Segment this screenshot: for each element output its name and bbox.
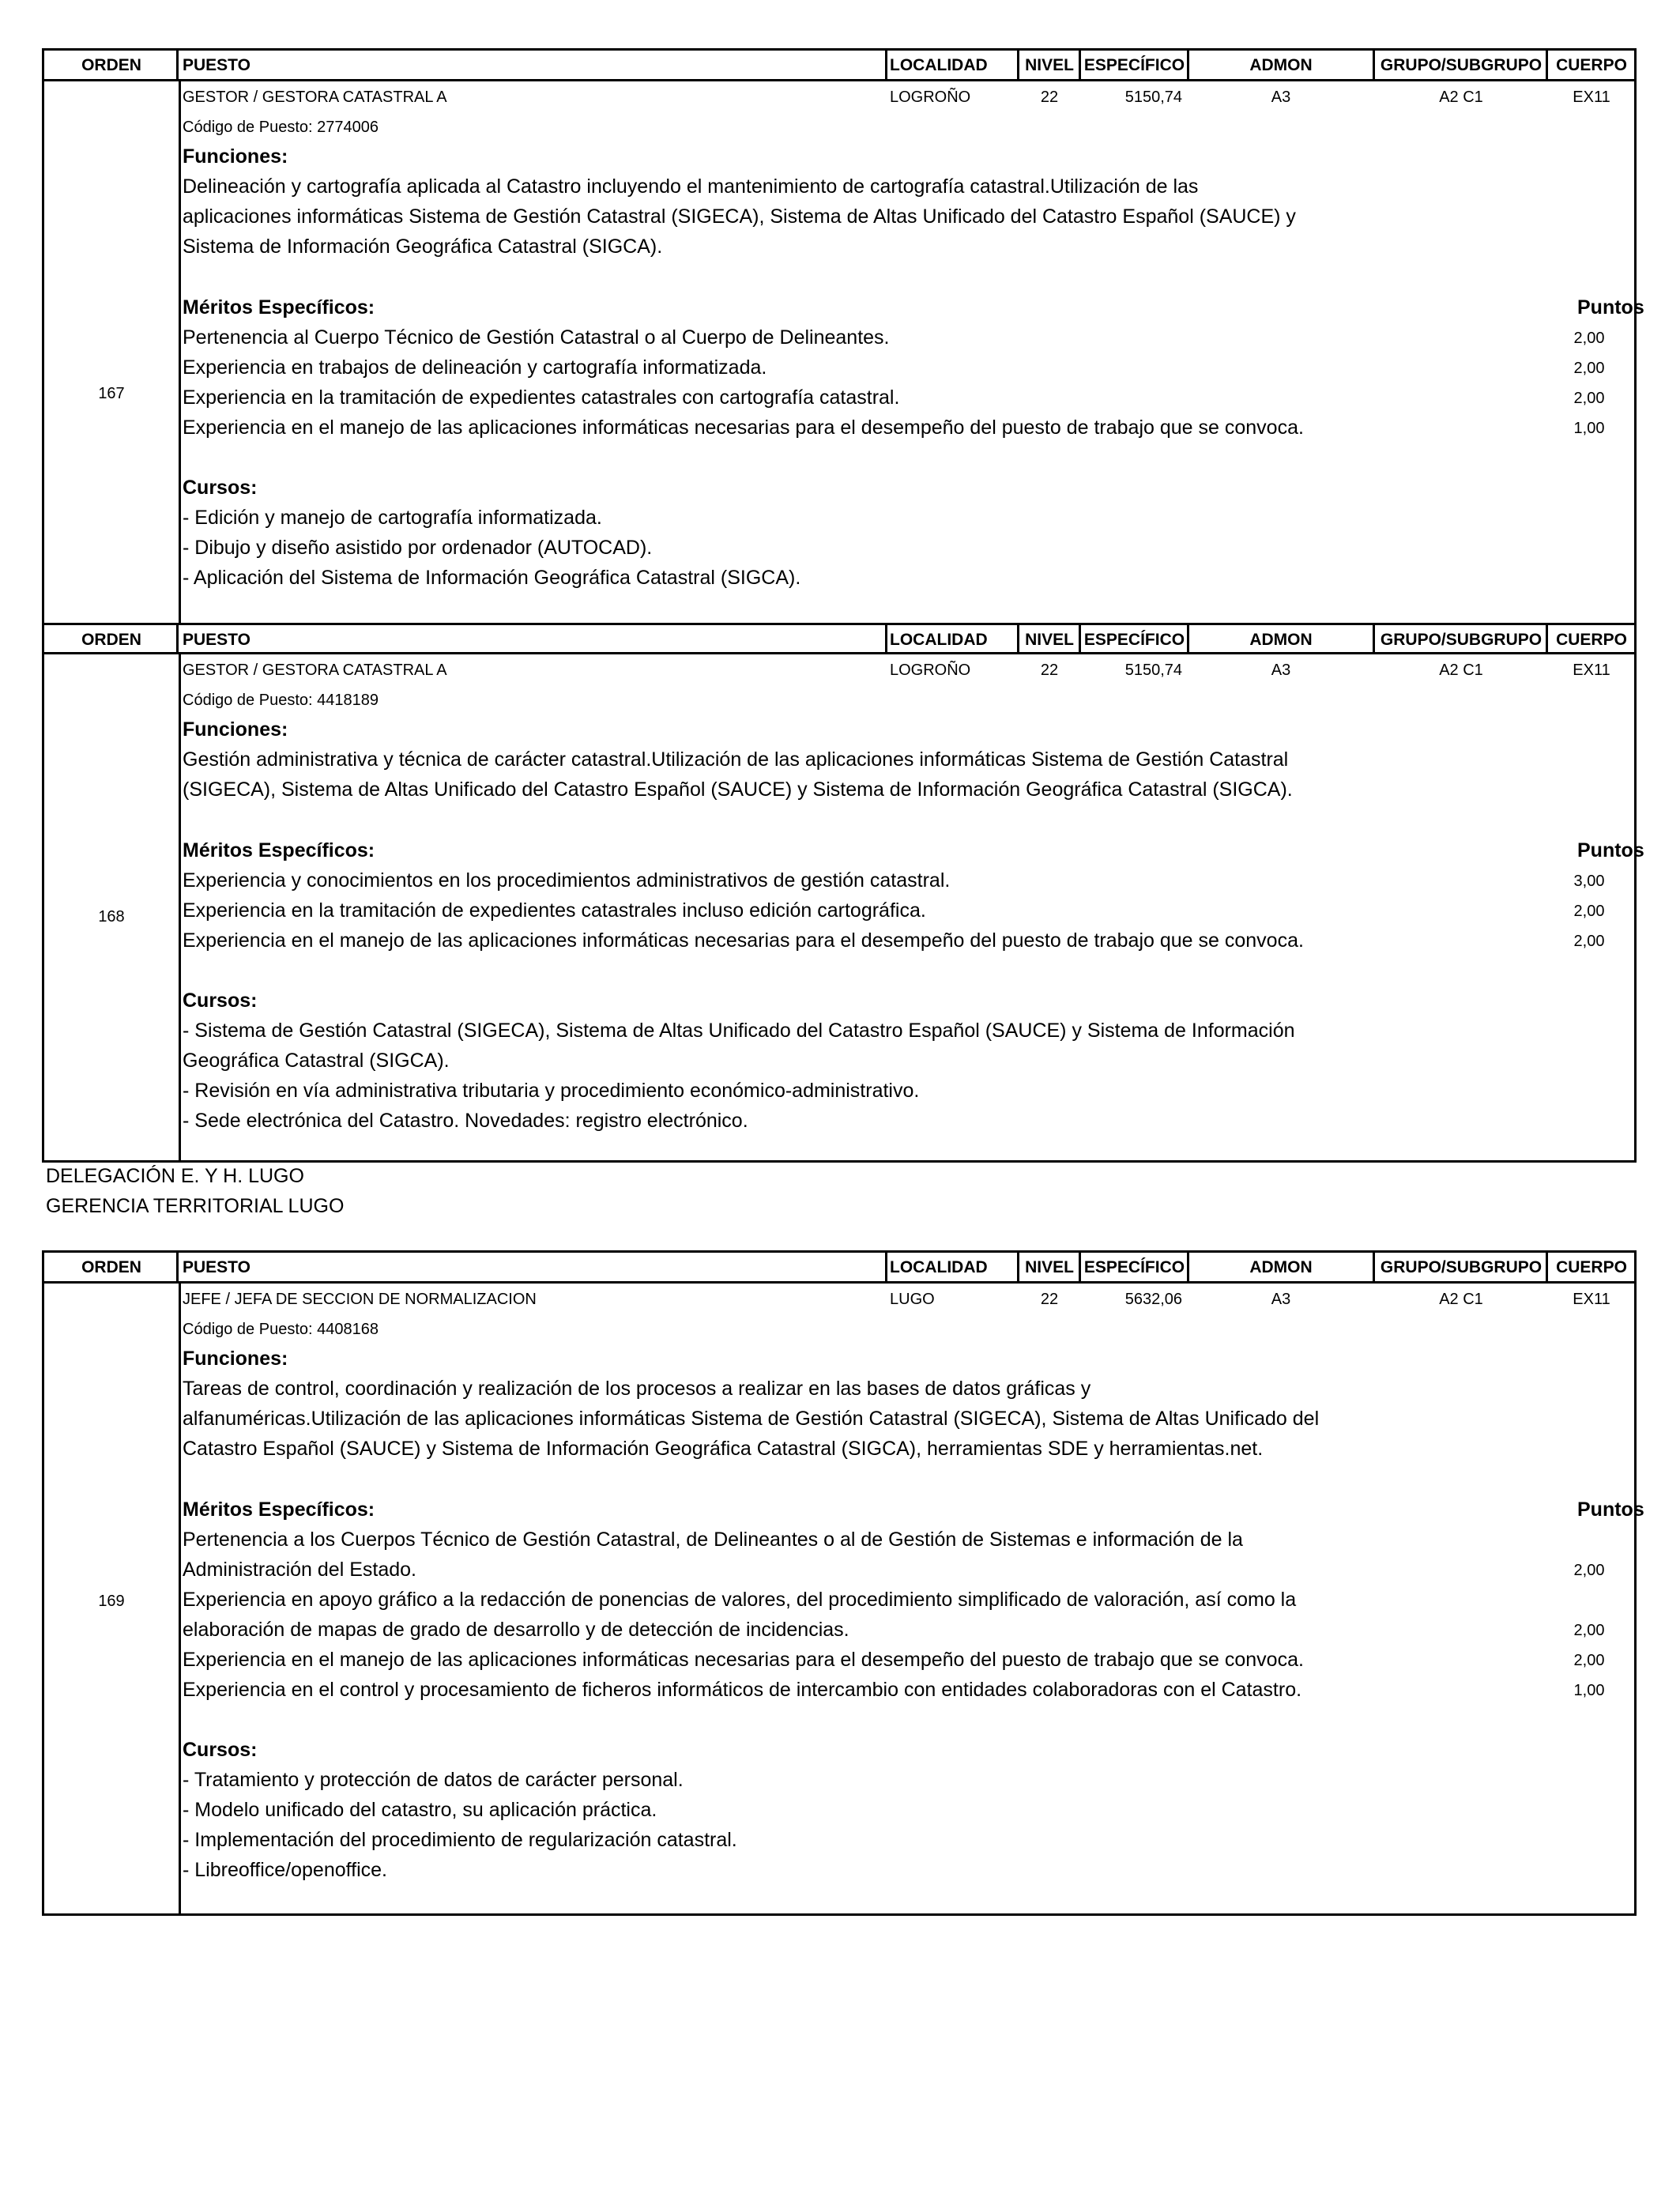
header-localidad: LOCALIDAD xyxy=(890,631,988,649)
grupo: A2 C1 xyxy=(1439,1291,1483,1308)
header-orden: ORDEN xyxy=(81,1258,141,1276)
cuerpo: EX11 xyxy=(1573,1291,1610,1308)
header-nivel: NIVEL xyxy=(1025,631,1074,649)
job-block-169 xyxy=(42,1250,1644,1916)
funciones-line: Catastro Español (SAUCE) y Sistema de Información Geográfica Catastral (SIGCA), herramientas SDE y herramientas.net. xyxy=(183,1438,1264,1460)
merito-puntos: 2,00 xyxy=(1573,903,1605,920)
cursos-label: Cursos: xyxy=(183,990,258,1012)
header-puesto: PUESTO xyxy=(183,1258,250,1276)
curso-line: Geográfica Catastral (SIGCA). xyxy=(183,1050,450,1072)
meritos-label: Méritos Específicos: xyxy=(183,1498,375,1521)
funciones-line: Tareas de control, coordinación y realización de los procesos a realizar en las bases de datos gráficas y xyxy=(183,1378,1091,1400)
curso-line: - Sede electrónica del Catastro. Novedades: registro electrónico. xyxy=(183,1110,748,1132)
merito-line: Pertenencia a los Cuerpos Técnico de Gestión Catastral, de Delineantes o al de Gestión de Sistemas e información de la xyxy=(183,1529,1243,1551)
merito-line: Experiencia en la tramitación de expedientes catastrales con cartografía catastral. xyxy=(183,386,900,409)
nivel: 22 xyxy=(1040,662,1059,679)
header-puesto: PUESTO xyxy=(183,56,250,74)
funciones-line: Delineación y cartografía aplicada al Catastro incluyendo el mantenimiento de cartografía catastral.Utilización de las xyxy=(183,175,1199,198)
puesto-name: JEFE / JEFA DE SECCION DE NORMALIZACION xyxy=(183,1291,537,1308)
merito-line: Experiencia y conocimientos en los procedimientos administrativos de gestión catastral. xyxy=(183,869,951,892)
grupo: A2 C1 xyxy=(1439,89,1483,106)
merito-puntos: 2,00 xyxy=(1573,1652,1605,1669)
merito-line: Experiencia en trabajos de delineación y cartografía informatizada. xyxy=(183,356,767,379)
orden-number: 167 xyxy=(98,385,125,402)
header-cuerpo: CUERPO xyxy=(1556,1258,1627,1276)
codigo-puesto: Código de Puesto: 4408168 xyxy=(183,1321,379,1338)
admon: A3 xyxy=(1271,1291,1291,1308)
puntos-label: Puntos xyxy=(1577,839,1644,861)
orden-column xyxy=(44,654,181,1160)
funciones-label: Funciones: xyxy=(183,1348,288,1370)
merito-puntos: 2,00 xyxy=(1573,1622,1605,1639)
merito-line: Experiencia en el manejo de las aplicaciones informáticas necesarias para el desempeño del puesto de trabajo que se convoca. xyxy=(183,929,1304,952)
meritos-label: Méritos Específicos: xyxy=(183,839,375,861)
orden-column xyxy=(44,1284,181,1913)
curso-line: - Dibujo y diseño asistido por ordenador (AUTOCAD). xyxy=(183,537,653,559)
merito-puntos: 2,00 xyxy=(1573,330,1605,347)
curso-line: - Sistema de Gestión Catastral (SIGECA), Sistema de Altas Unificado del Catastro Español (SAUCE) y Sistema de Información xyxy=(183,1020,1295,1042)
header-localidad: LOCALIDAD xyxy=(890,56,988,74)
funciones-line: alfanuméricas.Utilización de las aplicaciones informáticas Sistema de Gestión Catastral (SIGECA), Sistema de Altas Unificado del xyxy=(183,1408,1320,1430)
header-grupo: GRUPO/SUBGRUPO xyxy=(1380,631,1543,649)
table-header xyxy=(44,51,1634,81)
codigo-puesto: Código de Puesto: 2774006 xyxy=(183,119,379,136)
cursos-label: Cursos: xyxy=(183,1739,258,1761)
localidad: LUGO xyxy=(890,1291,935,1308)
funciones-label: Funciones: xyxy=(183,718,288,741)
header-admon: ADMON xyxy=(1249,631,1313,649)
header-grupo: GRUPO/SUBGRUPO xyxy=(1380,1258,1543,1276)
puntos-label: Puntos xyxy=(1577,1498,1644,1521)
merito-puntos: 2,00 xyxy=(1573,360,1605,377)
curso-line: - Implementación del procedimiento de regularización catastral. xyxy=(183,1829,737,1851)
codigo-puesto: Código de Puesto: 4418189 xyxy=(183,692,379,709)
merito-puntos: 2,00 xyxy=(1573,933,1605,950)
cursos-label: Cursos: xyxy=(183,477,258,499)
header-localidad: LOCALIDAD xyxy=(890,1258,988,1276)
header-especifico: ESPECÍFICO xyxy=(1083,631,1185,649)
funciones-line: (SIGECA), Sistema de Altas Unificado del Catastro Español (SAUCE) y Sistema de Información Geográfica Catastral (SIGCA). xyxy=(183,778,1293,801)
delegacion-heading: DELEGACIÓN E. Y H. LUGO xyxy=(46,1165,304,1187)
header-admon: ADMON xyxy=(1249,56,1313,74)
merito-line: Pertenencia al Cuerpo Técnico de Gestión Catastral o al Cuerpo de Delineantes. xyxy=(183,326,890,349)
header-grupo: GRUPO/SUBGRUPO xyxy=(1380,56,1543,74)
header-orden: ORDEN xyxy=(81,631,141,649)
curso-line: - Tratamiento y protección de datos de carácter personal. xyxy=(183,1769,684,1791)
merito-line: Experiencia en el control y procesamiento de ficheros informáticos de intercambio con entidades colaboradoras con el Catastro. xyxy=(183,1679,1302,1701)
cuerpo: EX11 xyxy=(1573,662,1610,679)
header-admon: ADMON xyxy=(1249,1258,1313,1276)
grupo: A2 C1 xyxy=(1439,662,1483,679)
header-nivel: NIVEL xyxy=(1025,1258,1074,1276)
merito-puntos: 2,00 xyxy=(1573,390,1605,407)
curso-line: - Aplicación del Sistema de Información Geográfica Catastral (SIGCA). xyxy=(183,567,801,589)
orden-number: 168 xyxy=(98,908,125,925)
job-block-167 xyxy=(42,48,1644,625)
admon: A3 xyxy=(1271,89,1291,106)
nivel: 22 xyxy=(1040,1291,1059,1308)
curso-line: - Modelo unificado del catastro, su aplicación práctica. xyxy=(183,1799,657,1821)
meritos-label: Méritos Específicos: xyxy=(183,296,375,319)
puesto-name: GESTOR / GESTORA CATASTRAL A xyxy=(183,662,447,679)
funciones-line: aplicaciones informáticas Sistema de Gestión Catastral (SIGECA), Sistema de Altas Unificado del Catastro Español (SAUCE) y xyxy=(183,205,1296,228)
localidad: LOGROÑO xyxy=(890,662,971,679)
table-header xyxy=(44,1253,1634,1284)
puesto-name: GESTOR / GESTORA CATASTRAL A xyxy=(183,89,447,106)
orden-number: 169 xyxy=(98,1593,125,1610)
header-nivel: NIVEL xyxy=(1025,56,1074,74)
merito-puntos: 3,00 xyxy=(1573,873,1605,890)
funciones-line: Sistema de Información Geográfica Catastral (SIGCA). xyxy=(183,236,663,258)
especifico: 5632,06 xyxy=(1124,1291,1182,1308)
table-header xyxy=(44,623,1634,654)
merito-line: Administración del Estado. xyxy=(183,1559,416,1581)
localidad: LOGROÑO xyxy=(890,89,971,106)
header-puesto: PUESTO xyxy=(183,631,250,649)
admon: A3 xyxy=(1271,662,1291,679)
nivel: 22 xyxy=(1040,89,1059,106)
merito-line: Experiencia en el manejo de las aplicaciones informáticas necesarias para el desempeño del puesto de trabajo que se convoca. xyxy=(183,1649,1304,1671)
especifico: 5150,74 xyxy=(1124,89,1182,106)
header-especifico: ESPECÍFICO xyxy=(1083,56,1185,74)
header-especifico: ESPECÍFICO xyxy=(1083,1258,1185,1276)
puntos-label: Puntos xyxy=(1577,296,1644,319)
orden-column xyxy=(44,81,181,623)
curso-line: - Libreoffice/openoffice. xyxy=(183,1859,387,1881)
merito-puntos: 2,00 xyxy=(1573,1562,1605,1579)
header-orden: ORDEN xyxy=(81,56,141,74)
especifico: 5150,74 xyxy=(1124,662,1182,679)
header-cuerpo: CUERPO xyxy=(1556,631,1627,649)
cuerpo: EX11 xyxy=(1573,89,1610,106)
merito-puntos: 1,00 xyxy=(1573,1682,1605,1699)
merito-line: Experiencia en el manejo de las aplicaciones informáticas necesarias para el desempeño del puesto de trabajo que se convoca. xyxy=(183,417,1304,439)
header-cuerpo: CUERPO xyxy=(1556,56,1627,74)
job-block-168 xyxy=(42,623,1644,1163)
gerencia-heading: GERENCIA TERRITORIAL LUGO xyxy=(46,1195,345,1217)
funciones-line: Gestión administrativa y técnica de carácter catastral.Utilización de las aplicaciones informáticas Sistema de Gestión Catastral xyxy=(183,748,1289,771)
merito-line: Experiencia en apoyo gráfico a la redacción de ponencias de valores, del procedimiento simplificado de valoración, así como la xyxy=(183,1589,1297,1611)
merito-line: elaboración de mapas de grado de desarrollo y de detección de incidencias. xyxy=(183,1619,849,1641)
merito-puntos: 1,00 xyxy=(1573,420,1605,437)
funciones-label: Funciones: xyxy=(183,145,288,168)
curso-line: - Edición y manejo de cartografía informatizada. xyxy=(183,507,602,529)
curso-line: - Revisión en vía administrativa tributaria y procedimiento económico-administrativo. xyxy=(183,1080,920,1102)
merito-line: Experiencia en la tramitación de expedientes catastrales incluso edición cartográfica. xyxy=(183,899,926,922)
